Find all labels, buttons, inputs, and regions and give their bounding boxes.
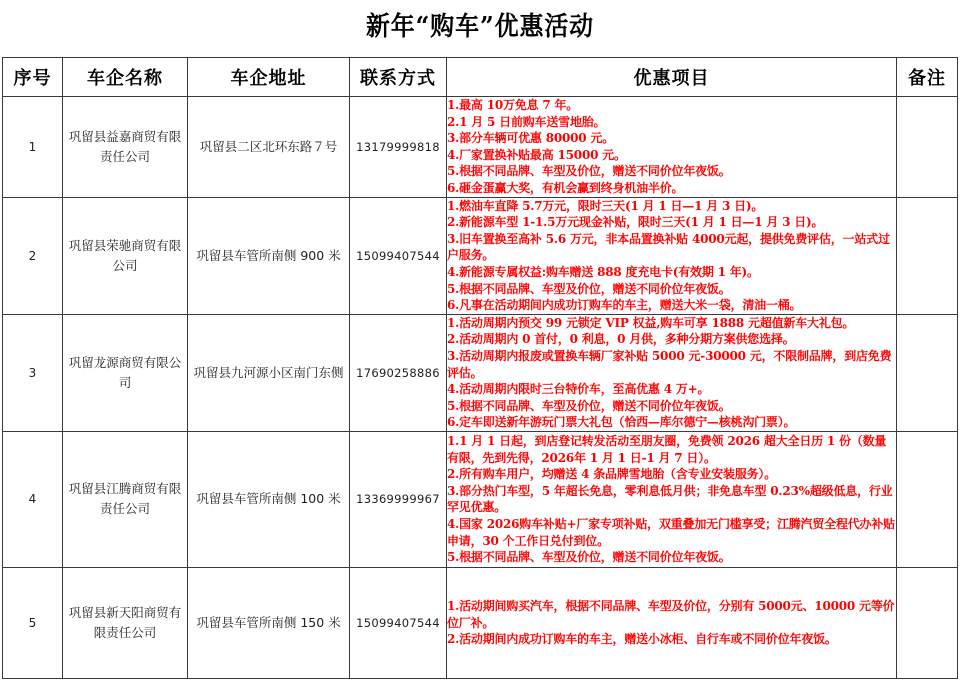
offer-list: [447, 314, 897, 431]
company-address: 巩留县二区北环东路７号: [188, 97, 350, 198]
row-index: 3: [3, 314, 63, 431]
offer-item: 4.活动周期内限时三台特价车，至高优惠 4 万+。: [447, 382, 710, 397]
table-row: [3, 431, 958, 567]
header-index: 序号: [3, 58, 63, 97]
offer-item: 1.活动周期内预交 99 元锁定 VIP 权益,购车可享 1888 元超值新车大礼包。: [447, 315, 855, 330]
offer-item: 1.活动期间购买汽车，根据不同品牌、车型及价位，分别有 5000元、10000 元等价位厂补。: [447, 598, 895, 630]
promotion-table: [2, 57, 958, 679]
table-row: [3, 97, 958, 198]
row-index: 1: [3, 97, 63, 198]
company-address: 巩留县九河源小区南门东侧: [188, 314, 350, 431]
offer-item: 4.厂家置换补贴最高 15000 元。: [447, 147, 626, 162]
offer-item: 3.部分车辆可优惠 80000 元。: [447, 131, 615, 146]
offer-list: [447, 97, 897, 198]
offer-item: 4.国家 2026购车补贴+厂家专项补贴，双重叠加无门槛享受；江腾汽贸全程代办补贴申请，30 个工作日兑付到位。: [447, 516, 895, 548]
contact-phone: 15099407544: [350, 567, 447, 678]
company-name: 巩留县新天阳商贸有限责任公司: [63, 567, 188, 678]
offer-item: 3.部分热门车型，5 年超长免息，零利息低月供；非免息车型 0.23%超级低息，行业罕见优惠。: [447, 483, 893, 515]
company-address: 巩留县车管所南侧 900 米: [188, 197, 350, 314]
offer-item: 1.1 月 1 日起，到店登记转发活动至朋友圈，免费领 2026 超大全日历 1 份（数量有限，先到先得，2026年 1 月 1 日-1 月 7 日）。: [447, 434, 887, 465]
header-address: 车企地址: [188, 58, 350, 97]
company-name: 巩留县江腾商贸有限责任公司: [63, 431, 188, 567]
offer-list: [447, 431, 897, 567]
offer-item: 2.活动周期内 0 首付，0 利息，0 月供，多种分期方案供您选择。: [447, 332, 795, 347]
header-note: 备注: [897, 58, 958, 97]
table-row: [3, 197, 958, 314]
company-name: 巩留县益嘉商贸有限责任公司: [63, 97, 188, 198]
contact-phone: 13369999967: [350, 431, 447, 567]
offer-item: 6.定车即送新年游玩门票大礼包（恰西—库尔德宁—核桃沟门票）。: [447, 415, 796, 430]
offer-item: 2.所有购车用户，均赠送 4 条品牌雪地胎（含专业安装服务）。: [447, 467, 777, 482]
offer-item: 3.旧车置换至高补 5.6 万元，非本品置换补贴 4000元起，提供免费评估，一站式过户服务。: [447, 231, 890, 263]
company-address: 巩留县车管所南侧 150 米: [188, 567, 350, 678]
table-row: [3, 314, 958, 431]
row-note: [897, 314, 958, 431]
offer-item: 5.根据不同品牌、车型及价位，赠送不同价位年夜饭。: [447, 281, 731, 296]
company-name: 巩留县荣驰商贸有限公司: [63, 197, 188, 314]
row-note: [897, 197, 958, 314]
table-row: [3, 567, 958, 678]
offer-list: [447, 197, 897, 314]
header-offers: 优惠项目: [447, 58, 897, 97]
offer-list: [447, 567, 897, 678]
offer-item: 5.根据不同品牌、车型及价位，赠送不同价位年夜饭。: [447, 398, 731, 413]
offer-item: 1.最高 10万免息 7 年。: [447, 98, 579, 112]
company-name: 巩留龙源商贸有限公司: [63, 314, 188, 431]
offer-item: 6.砸金蛋赢大奖，有机会赢到终身机油半价。: [447, 180, 684, 195]
contact-phone: 15099407544: [350, 197, 447, 314]
row-index: 5: [3, 567, 63, 678]
offer-item: 2.1 月 5 日前购车送雪地胎。: [447, 114, 606, 129]
row-note: [897, 97, 958, 198]
offer-item: 6.凡事在活动期间内成功订购车的车主，赠送大米一袋，清油一桶。: [447, 298, 802, 313]
offer-item: 1.燃油车直降 5.7万元，限时三天(1 月 1 日—1 月 3 日)。: [447, 198, 764, 213]
row-index: 4: [3, 431, 63, 567]
table-header-row: [3, 58, 958, 97]
header-company: 车企名称: [63, 58, 188, 97]
offer-item: 5.根据不同品牌、车型及价位，赠送不同价位年夜饭。: [447, 550, 731, 565]
row-note: [897, 431, 958, 567]
offer-item: 5.根据不同品牌、车型及价位，赠送不同价位年夜饭。: [447, 164, 731, 179]
offer-item: 2.活动期间内成功订购车的车主，赠送小冰柜、自行车或不同价位年夜饭。: [447, 632, 837, 647]
row-note: [897, 567, 958, 678]
offer-item: 4.新能源专属权益:购车赠送 888 度充电卡(有效期 1 年)。: [447, 264, 759, 279]
company-address: 巩留县车管所南侧 100 米: [188, 431, 350, 567]
contact-phone: 13179999818: [350, 97, 447, 198]
row-index: 2: [3, 197, 63, 314]
page-title: 新年“购车”优惠活动: [365, 12, 595, 42]
header-phone: 联系方式: [350, 58, 447, 97]
offer-item: 2.新能源车型 1-1.5万元现金补贴，限时三天(1 月 1 日—1 月 3 日)。: [447, 215, 824, 230]
offer-item: 3.活动周期内报废或置换车辆厂家补贴 5000 元-30000 元，不限制品牌，到店免费评估。: [447, 348, 892, 380]
contact-phone: 17690258886: [350, 314, 447, 431]
